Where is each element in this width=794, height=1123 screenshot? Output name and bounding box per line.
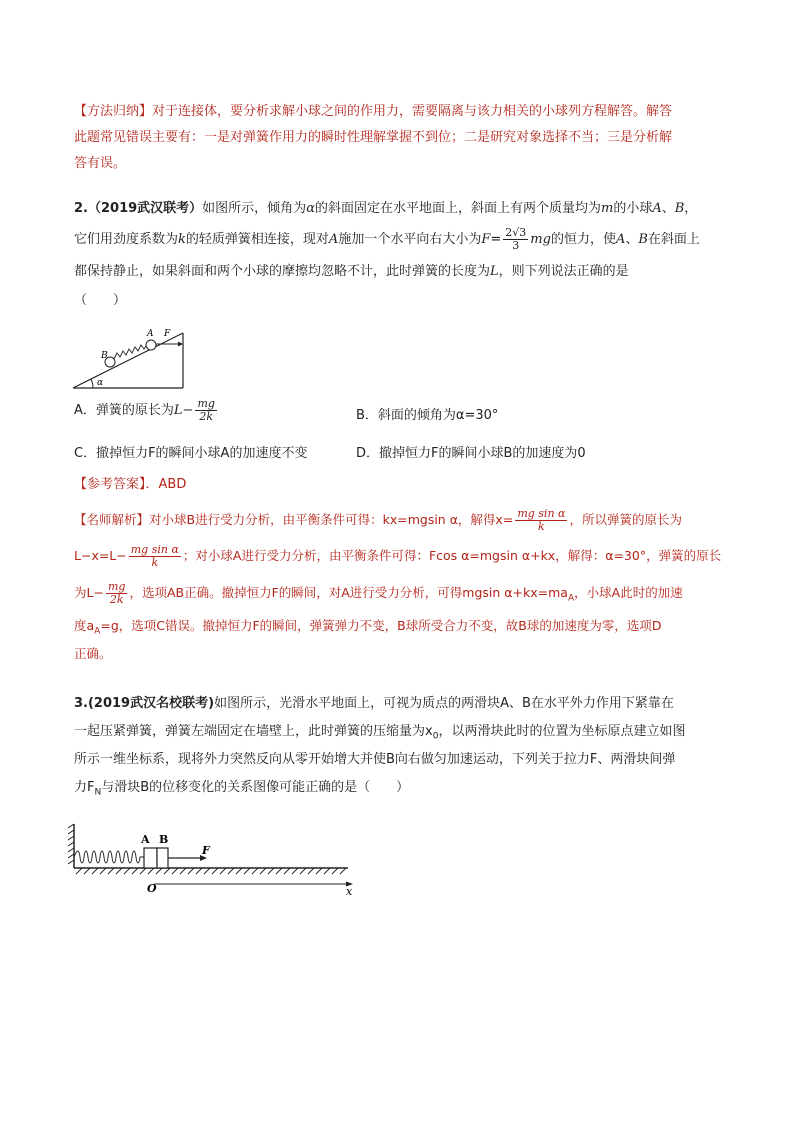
- force-fraction: $\frac{2√3}{3}$: [505, 226, 527, 252]
- spring: [114, 345, 146, 359]
- label-f: F: [164, 329, 171, 339]
- label-b: B: [101, 351, 108, 361]
- option-d[interactable]: D．撤掉恒力F的瞬间小球B的加速度为0: [356, 446, 586, 461]
- option-a[interactable]: A．弹簧的原长为L− $\frac{mg}{2k}$: [74, 397, 215, 423]
- label-b: B: [159, 833, 169, 846]
- question-source: (2019武汉名校联考): [87, 696, 215, 711]
- question-source: （2019武汉联考）: [87, 201, 203, 216]
- label-a: A: [141, 833, 150, 846]
- label-f: F: [202, 844, 210, 857]
- question-number: 3.: [74, 696, 88, 711]
- angle-label: α: [97, 378, 104, 388]
- x-axis-label: x: [346, 885, 353, 898]
- teacher-analysis: 【名师解析】对小球B进行受力分析，由平衡条件可得：kx=mgsin α，解得x= $\frac{\text{mg sin α}}{k}$ ，所以弹簧的原长为 L−x=L− $\frac{\text{mg sin α}}{k}$ ；对小球A进行受力分析，由平衡条件可得：Fcos α=mgsin α+kx，解得：α=30°，弹簧的原长 为L− $\frac{mg}{2k}$ ，选项AB正确。撤掉恒力F的瞬间，对A进行受力分析，可得mgsin $\alpha+kx=ma_A$，小球A此时的加速 度$a_A=g$，选项C错误。撤掉恒力F的瞬间，弹簧弹力不变，B球所受合力不变，故B球的加速度为零，选项D 正确。: [74, 507, 722, 661]
- method-tag: 【方法归纳】: [74, 104, 153, 119]
- spring-block-figure: [68, 822, 358, 898]
- block-a: [144, 848, 157, 868]
- angle-arc: [91, 379, 93, 388]
- label-a: A: [147, 329, 154, 339]
- answer-paren: （ ）: [74, 293, 127, 308]
- question-number: 2.: [74, 201, 88, 216]
- origin-label: O: [147, 882, 157, 895]
- block-b: [157, 848, 168, 868]
- method-summary: 【方法归纳】对于连接体，要分析求解小球之间的作用力，需要隔离与该力相关的小球列方程解答。解答 此题常见错误主要有：一是对弹簧作用力的瞬时性理解掌握不到位；二是研究对象选择不当；三是分析解 答有误。: [74, 104, 673, 171]
- reference-answer: 【参考答案】．ABD: [74, 477, 187, 492]
- question-2: 2.（2019武汉联考）如图所示，倾角为α的斜面固定在水平地面上，斜面上有两个质量均为m的小球A、B， 它们用劲度系数为k的轻质弹簧相连接，现对A施加一个水平向右大小为F= $\frac{2√3}{3}$ mg的恒力，使A、B在斜面上 都保持静止，如果斜面和两个小球的摩擦均忽略不计，此时弹簧的长度为L，则下列说法正确的是 （ ）: [74, 201, 700, 308]
- question-3: 3.(2019武汉名校联考)如图所示，光滑水平地面上，可视为质点的两滑块A、B在水平外力作用下紧靠在 一起压紧弹簧，弹簧左端固定在墙壁上，此时弹簧的压缩量为$x_0$，以两滑块此时的位置为坐标原点建立如图 所示一维坐标系，现将外力突然反向从零开始增大并使B向右做匀加速运动，下列关于拉力F、两滑块间弹 力$F_N$与滑块B的位移变化的关系图像可能正确的是（ ）: [74, 696, 686, 798]
- option-c[interactable]: C．撤掉恒力F的瞬间小球A的加速度不变: [74, 446, 308, 461]
- ground-hatch: [76, 868, 346, 874]
- incline-slope: [73, 333, 183, 388]
- force-arrowhead: [178, 342, 183, 347]
- wall: [68, 824, 74, 868]
- spring: [74, 851, 144, 863]
- option-b[interactable]: B．斜面的倾角为α=30°: [356, 408, 499, 423]
- incline-figure: [70, 322, 200, 392]
- ball-a: [146, 340, 156, 350]
